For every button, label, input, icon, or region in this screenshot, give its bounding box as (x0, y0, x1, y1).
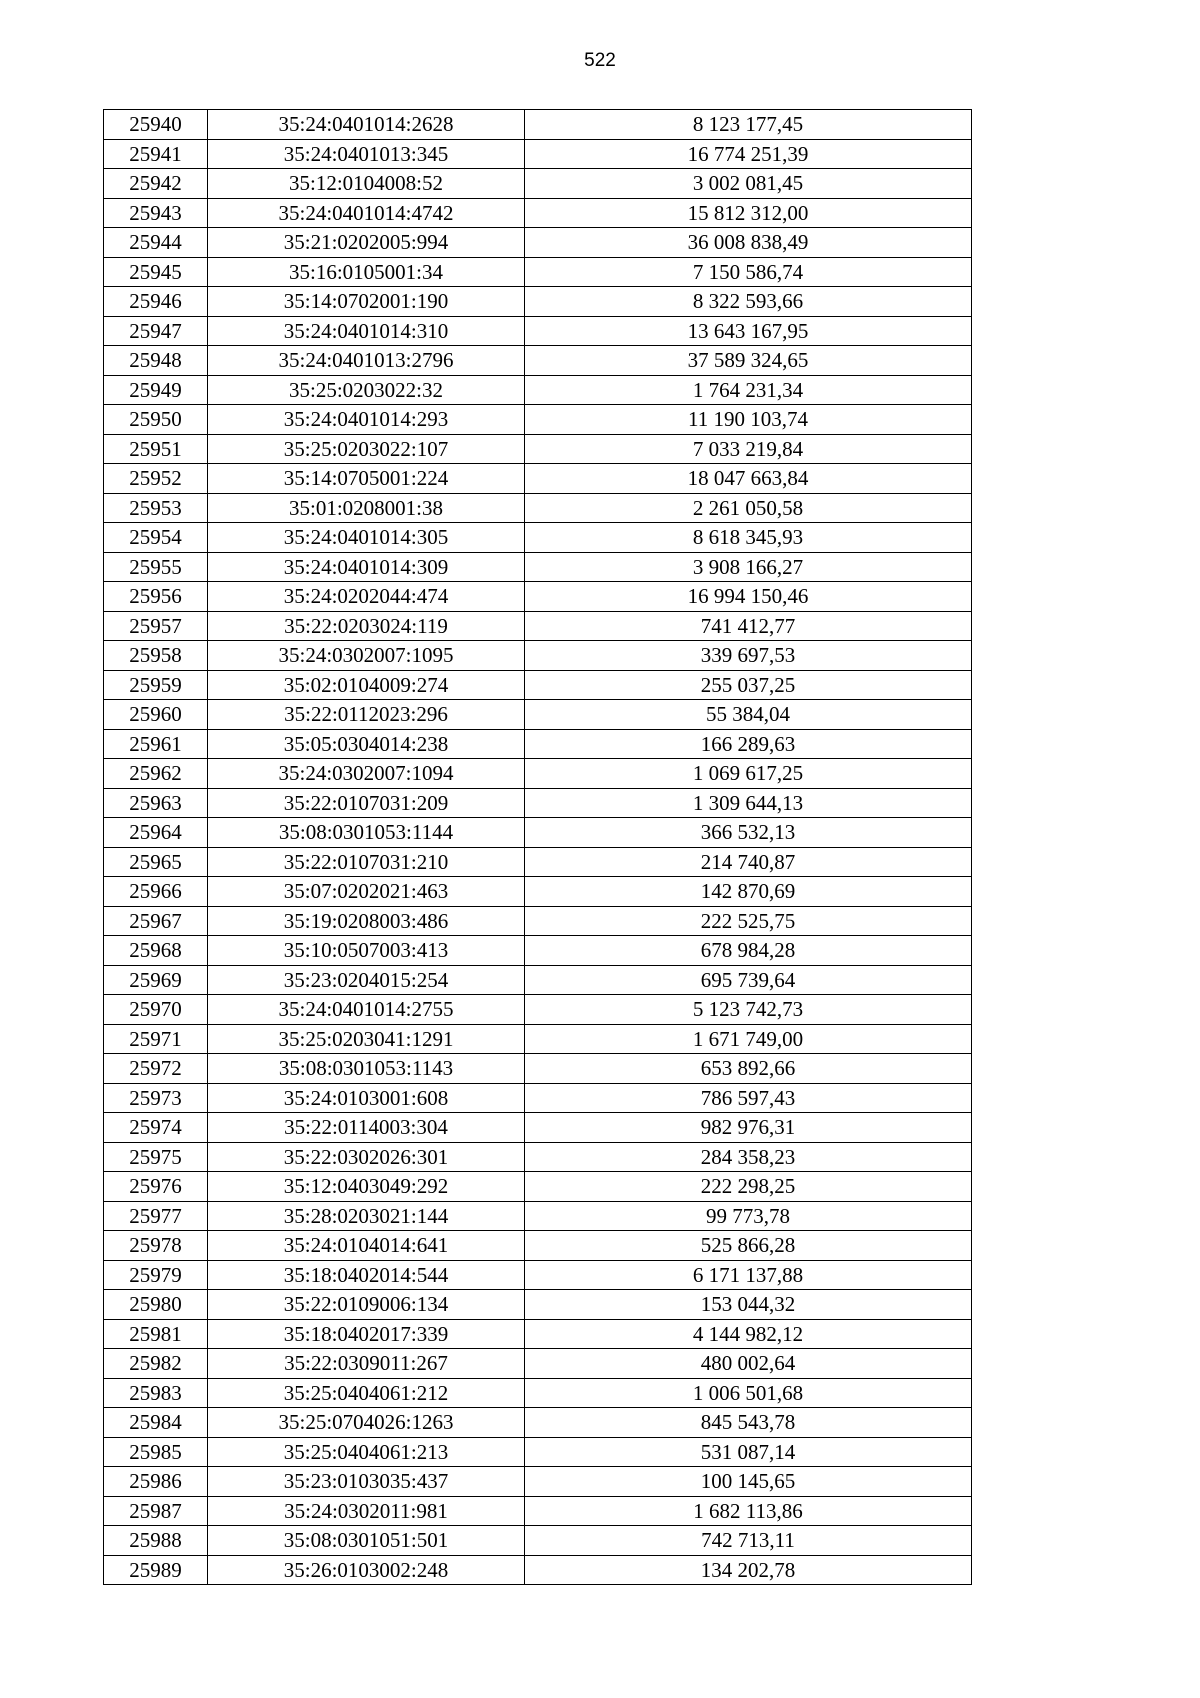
cadastral-number-cell: 35:24:0302011:981 (208, 1496, 525, 1526)
cadastral-number-cell: 35:08:0301053:1144 (208, 818, 525, 848)
cadastral-number-cell: 35:18:0402017:339 (208, 1319, 525, 1349)
cadastral-value-cell: 6 171 137,88 (525, 1260, 972, 1290)
row-number-cell: 25956 (104, 582, 208, 612)
row-number-cell: 25978 (104, 1231, 208, 1261)
cadastral-number-cell: 35:05:0304014:238 (208, 729, 525, 759)
table-row (104, 1319, 972, 1349)
cadastral-number-cell: 35:24:0302007:1094 (208, 759, 525, 789)
row-number-cell: 25971 (104, 1024, 208, 1054)
row-number-cell: 25941 (104, 139, 208, 169)
row-number-cell: 25960 (104, 700, 208, 730)
row-number-cell: 25983 (104, 1378, 208, 1408)
cadastral-value-cell: 37 589 324,65 (525, 346, 972, 376)
cadastral-value-cell: 786 597,43 (525, 1083, 972, 1113)
table-row (104, 346, 972, 376)
table-row (104, 1467, 972, 1497)
cadastral-value-cell: 845 543,78 (525, 1408, 972, 1438)
row-number-cell: 25959 (104, 670, 208, 700)
cadastral-value-cell: 695 739,64 (525, 965, 972, 995)
cadastral-number-cell: 35:28:0203021:144 (208, 1201, 525, 1231)
cadastral-value-cell: 1 682 113,86 (525, 1496, 972, 1526)
cadastral-value-cell: 1 006 501,68 (525, 1378, 972, 1408)
table-row (104, 1231, 972, 1261)
row-number-cell: 25969 (104, 965, 208, 995)
table-row (104, 1437, 972, 1467)
table-row (104, 582, 972, 612)
table-row (104, 965, 972, 995)
table-row (104, 169, 972, 199)
cadastral-number-cell: 35:24:0103001:608 (208, 1083, 525, 1113)
cadastral-number-cell: 35:02:0104009:274 (208, 670, 525, 700)
cadastral-number-cell: 35:22:0112023:296 (208, 700, 525, 730)
cadastral-value-cell: 7 150 586,74 (525, 257, 972, 287)
row-number-cell: 25973 (104, 1083, 208, 1113)
cadastral-value-cell: 222 525,75 (525, 906, 972, 936)
row-number-cell: 25986 (104, 1467, 208, 1497)
cadastral-value-cell: 2 261 050,58 (525, 493, 972, 523)
row-number-cell: 25962 (104, 759, 208, 789)
cadastral-number-cell: 35:25:0203022:32 (208, 375, 525, 405)
cadastral-value-cell: 166 289,63 (525, 729, 972, 759)
cadastral-value-cell: 134 202,78 (525, 1555, 972, 1585)
cadastral-number-cell: 35:24:0202044:474 (208, 582, 525, 612)
cadastral-number-cell: 35:14:0702001:190 (208, 287, 525, 317)
cadastral-value-table (103, 109, 972, 1585)
cadastral-value-cell: 222 298,25 (525, 1172, 972, 1202)
row-number-cell: 25944 (104, 228, 208, 258)
cadastral-number-cell: 35:24:0401013:2796 (208, 346, 525, 376)
row-number-cell: 25942 (104, 169, 208, 199)
cadastral-value-cell: 11 190 103,74 (525, 405, 972, 435)
table-row (104, 818, 972, 848)
row-number-cell: 25974 (104, 1113, 208, 1143)
cadastral-number-cell: 35:25:0404061:212 (208, 1378, 525, 1408)
cadastral-value-cell: 8 618 345,93 (525, 523, 972, 553)
row-number-cell: 25982 (104, 1349, 208, 1379)
row-number-cell: 25966 (104, 877, 208, 907)
cadastral-number-cell: 35:18:0402014:544 (208, 1260, 525, 1290)
row-number-cell: 25985 (104, 1437, 208, 1467)
row-number-cell: 25947 (104, 316, 208, 346)
row-number-cell: 25989 (104, 1555, 208, 1585)
row-number-cell: 25970 (104, 995, 208, 1025)
row-number-cell: 25977 (104, 1201, 208, 1231)
table-row (104, 1378, 972, 1408)
cadastral-value-cell: 1 671 749,00 (525, 1024, 972, 1054)
row-number-cell: 25972 (104, 1054, 208, 1084)
table-row (104, 1496, 972, 1526)
table-row (104, 1526, 972, 1556)
row-number-cell: 25940 (104, 110, 208, 140)
table-row (104, 1555, 972, 1585)
table-row (104, 464, 972, 494)
table-row (104, 552, 972, 582)
cadastral-number-cell: 35:22:0309011:267 (208, 1349, 525, 1379)
cadastral-value-cell: 741 412,77 (525, 611, 972, 641)
table-row (104, 287, 972, 317)
table-row (104, 1349, 972, 1379)
table-row (104, 316, 972, 346)
row-number-cell: 25945 (104, 257, 208, 287)
cadastral-value-cell: 4 144 982,12 (525, 1319, 972, 1349)
row-number-cell: 25955 (104, 552, 208, 582)
row-number-cell: 25965 (104, 847, 208, 877)
row-number-cell: 25968 (104, 936, 208, 966)
table-row (104, 493, 972, 523)
cadastral-number-cell: 35:10:0507003:413 (208, 936, 525, 966)
cadastral-number-cell: 35:21:0202005:994 (208, 228, 525, 258)
table-row (104, 936, 972, 966)
row-number-cell: 25984 (104, 1408, 208, 1438)
table-row (104, 906, 972, 936)
row-number-cell: 25953 (104, 493, 208, 523)
table-row (104, 110, 972, 140)
table-row (104, 641, 972, 671)
cadastral-value-cell: 18 047 663,84 (525, 464, 972, 494)
table-row (104, 1113, 972, 1143)
cadastral-value-cell: 3 908 166,27 (525, 552, 972, 582)
cadastral-value-cell: 255 037,25 (525, 670, 972, 700)
cadastral-value-cell: 142 870,69 (525, 877, 972, 907)
cadastral-value-cell: 36 008 838,49 (525, 228, 972, 258)
table-row (104, 139, 972, 169)
cadastral-number-cell: 35:22:0109006:134 (208, 1290, 525, 1320)
row-number-cell: 25980 (104, 1290, 208, 1320)
cadastral-number-cell: 35:24:0104014:641 (208, 1231, 525, 1261)
cadastral-value-cell: 742 713,11 (525, 1526, 972, 1556)
cadastral-value-cell: 214 740,87 (525, 847, 972, 877)
cadastral-number-cell: 35:25:0203022:107 (208, 434, 525, 464)
table-row (104, 228, 972, 258)
table-row (104, 1024, 972, 1054)
cadastral-number-cell: 35:24:0401014:310 (208, 316, 525, 346)
row-number-cell: 25951 (104, 434, 208, 464)
row-number-cell: 25988 (104, 1526, 208, 1556)
cadastral-number-cell: 35:22:0107031:210 (208, 847, 525, 877)
cadastral-value-cell: 8 123 177,45 (525, 110, 972, 140)
table-row (104, 1172, 972, 1202)
cadastral-number-cell: 35:22:0302026:301 (208, 1142, 525, 1172)
row-number-cell: 25964 (104, 818, 208, 848)
cadastral-value-cell: 99 773,78 (525, 1201, 972, 1231)
cadastral-number-cell: 35:24:0401014:4742 (208, 198, 525, 228)
cadastral-value-cell: 16 994 150,46 (525, 582, 972, 612)
cadastral-value-cell: 1 764 231,34 (525, 375, 972, 405)
table-row (104, 788, 972, 818)
cadastral-value-cell: 366 532,13 (525, 818, 972, 848)
cadastral-value-cell: 1 309 644,13 (525, 788, 972, 818)
cadastral-number-cell: 35:14:0705001:224 (208, 464, 525, 494)
cadastral-number-cell: 35:08:0301051:501 (208, 1526, 525, 1556)
cadastral-value-cell: 7 033 219,84 (525, 434, 972, 464)
table-body (104, 110, 972, 1585)
cadastral-value-cell: 13 643 167,95 (525, 316, 972, 346)
row-number-cell: 25957 (104, 611, 208, 641)
row-number-cell: 25958 (104, 641, 208, 671)
table-row (104, 700, 972, 730)
cadastral-value-cell: 480 002,64 (525, 1349, 972, 1379)
table-row (104, 257, 972, 287)
table-row (104, 877, 972, 907)
row-number-cell: 25943 (104, 198, 208, 228)
cadastral-number-cell: 35:12:0403049:292 (208, 1172, 525, 1202)
row-number-cell: 25963 (104, 788, 208, 818)
cadastral-value-cell: 3 002 081,45 (525, 169, 972, 199)
table-row (104, 1142, 972, 1172)
cadastral-value-cell: 153 044,32 (525, 1290, 972, 1320)
cadastral-number-cell: 35:23:0103035:437 (208, 1467, 525, 1497)
cadastral-number-cell: 35:16:0105001:34 (208, 257, 525, 287)
cadastral-number-cell: 35:08:0301053:1143 (208, 1054, 525, 1084)
row-number-cell: 25948 (104, 346, 208, 376)
table-row (104, 847, 972, 877)
row-number-cell: 25975 (104, 1142, 208, 1172)
cadastral-value-cell: 16 774 251,39 (525, 139, 972, 169)
cadastral-number-cell: 35:24:0401013:345 (208, 139, 525, 169)
cadastral-value-cell: 531 087,14 (525, 1437, 972, 1467)
cadastral-number-cell: 35:26:0103002:248 (208, 1555, 525, 1585)
row-number-cell: 25987 (104, 1496, 208, 1526)
cadastral-number-cell: 35:23:0204015:254 (208, 965, 525, 995)
cadastral-value-cell: 5 123 742,73 (525, 995, 972, 1025)
cadastral-number-cell: 35:24:0401014:293 (208, 405, 525, 435)
cadastral-number-cell: 35:01:0208001:38 (208, 493, 525, 523)
cadastral-number-cell: 35:07:0202021:463 (208, 877, 525, 907)
cadastral-value-cell: 339 697,53 (525, 641, 972, 671)
table-row (104, 611, 972, 641)
cadastral-number-cell: 35:19:0208003:486 (208, 906, 525, 936)
cadastral-number-cell: 35:25:0704026:1263 (208, 1408, 525, 1438)
cadastral-number-cell: 35:12:0104008:52 (208, 169, 525, 199)
table-row (104, 375, 972, 405)
table-row (104, 1408, 972, 1438)
table-row (104, 405, 972, 435)
cadastral-value-cell: 284 358,23 (525, 1142, 972, 1172)
table-row (104, 1260, 972, 1290)
cadastral-value-cell: 653 892,66 (525, 1054, 972, 1084)
table-row (104, 523, 972, 553)
cadastral-number-cell: 35:24:0302007:1095 (208, 641, 525, 671)
cadastral-number-cell: 35:22:0114003:304 (208, 1113, 525, 1143)
cadastral-number-cell: 35:25:0404061:213 (208, 1437, 525, 1467)
row-number-cell: 25976 (104, 1172, 208, 1202)
row-number-cell: 25950 (104, 405, 208, 435)
table-row (104, 1054, 972, 1084)
table-row (104, 729, 972, 759)
row-number-cell: 25949 (104, 375, 208, 405)
cadastral-value-cell: 55 384,04 (525, 700, 972, 730)
cadastral-value-cell: 982 976,31 (525, 1113, 972, 1143)
cadastral-value-cell: 100 145,65 (525, 1467, 972, 1497)
table-row (104, 995, 972, 1025)
row-number-cell: 25981 (104, 1319, 208, 1349)
cadastral-value-cell: 525 866,28 (525, 1231, 972, 1261)
cadastral-number-cell: 35:22:0107031:209 (208, 788, 525, 818)
row-number-cell: 25967 (104, 906, 208, 936)
cadastral-value-cell: 678 984,28 (525, 936, 972, 966)
page-number: 522 (584, 50, 616, 71)
table-row (104, 759, 972, 789)
row-number-cell: 25979 (104, 1260, 208, 1290)
cadastral-number-cell: 35:24:0401014:2628 (208, 110, 525, 140)
table-row (104, 434, 972, 464)
cadastral-value-cell: 15 812 312,00 (525, 198, 972, 228)
cadastral-number-cell: 35:24:0401014:305 (208, 523, 525, 553)
cadastral-number-cell: 35:25:0203041:1291 (208, 1024, 525, 1054)
table-row (104, 198, 972, 228)
row-number-cell: 25961 (104, 729, 208, 759)
cadastral-value-cell: 8 322 593,66 (525, 287, 972, 317)
table-row (104, 1201, 972, 1231)
row-number-cell: 25954 (104, 523, 208, 553)
cadastral-number-cell: 35:24:0401014:309 (208, 552, 525, 582)
cadastral-number-cell: 35:24:0401014:2755 (208, 995, 525, 1025)
cadastral-value-cell: 1 069 617,25 (525, 759, 972, 789)
row-number-cell: 25952 (104, 464, 208, 494)
cadastral-number-cell: 35:22:0203024:119 (208, 611, 525, 641)
table-row (104, 670, 972, 700)
table-row (104, 1083, 972, 1113)
table-row (104, 1290, 972, 1320)
row-number-cell: 25946 (104, 287, 208, 317)
